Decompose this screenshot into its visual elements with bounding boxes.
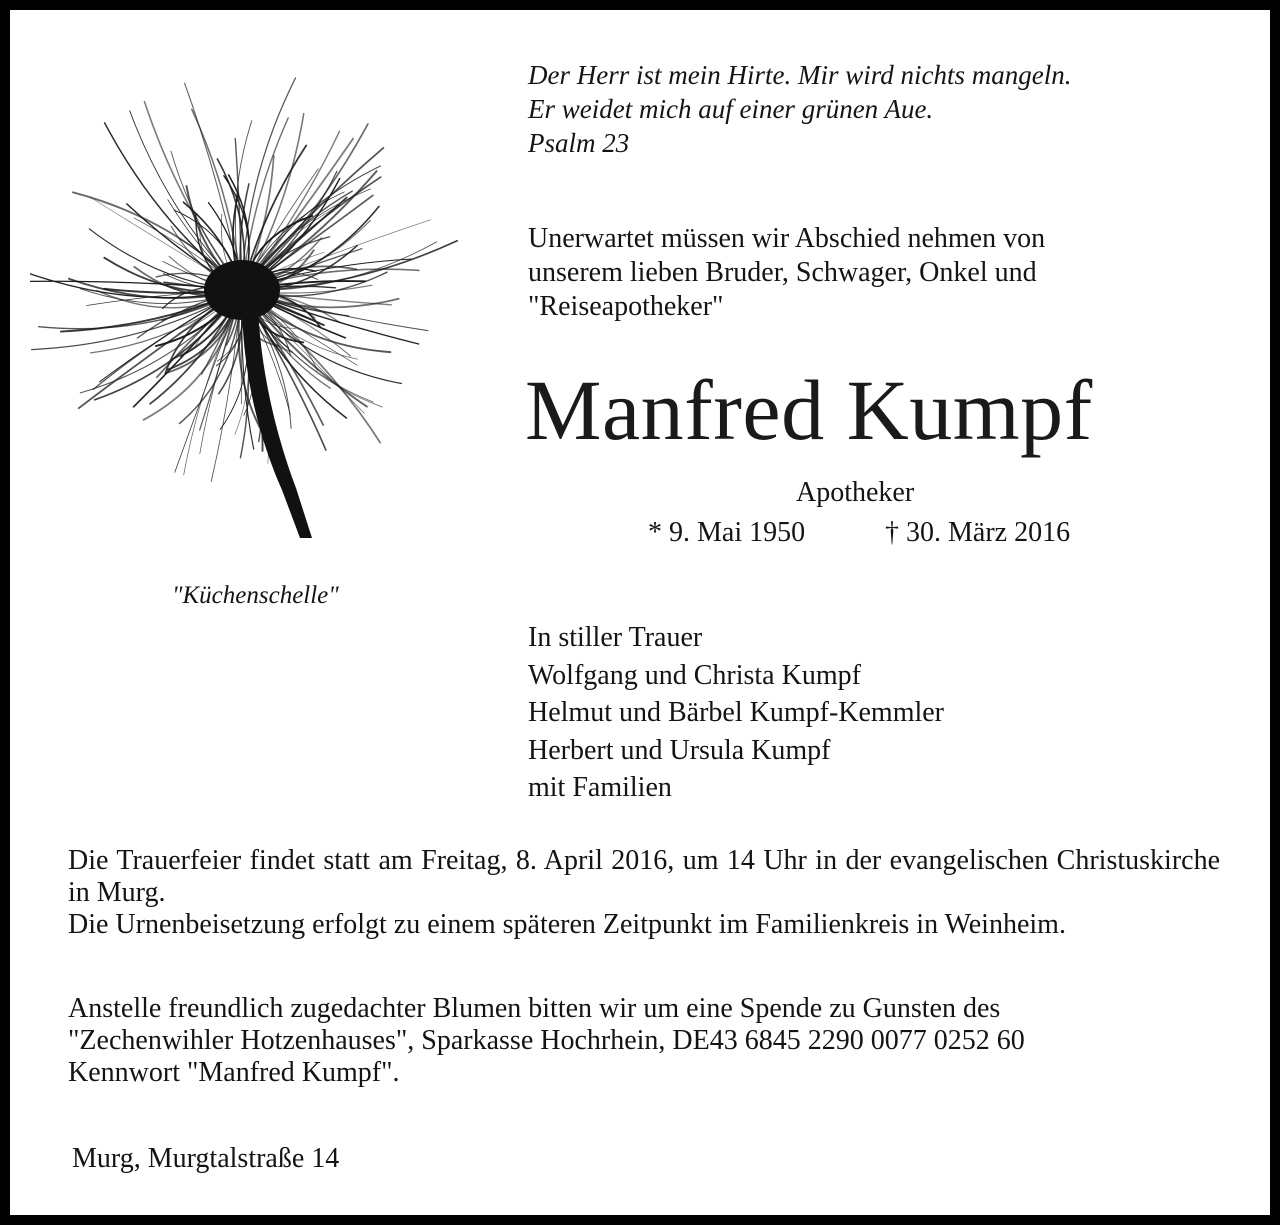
seedhead-strand (145, 102, 243, 290)
intro-line-1: Unerwartet müssen wir Abschied nehmen von (528, 223, 1046, 254)
donation-info (68, 993, 1220, 1089)
mourner-entry: mit Familien (528, 772, 672, 803)
mourners-heading: In stiller Trauer (528, 622, 703, 653)
psalm-line-1: Der Herr ist mein Hirte. Mir wird nichts mangeln. (528, 60, 1072, 90)
pasque-flower-seedhead-icon (30, 60, 460, 550)
funeral-service-text: Die Trauerfeier findet statt am Freitag, 8. April 2016, um 14 Uhr in der evangelischen Christuskirche in Murg. (68, 845, 1220, 908)
mourner-entry: Herbert und Ursula Kumpf (528, 734, 831, 766)
urn-burial-text: Die Urnenbeisetzung erfolgt zu einem späteren Zeitpunkt im Familienkreis in Weinheim. (68, 909, 1066, 940)
donation-line-1: Anstelle freundlich zugedachter Blumen bitten wir um eine Spende zu Gunsten des (68, 993, 1001, 1024)
mourner-entry: Wolfgang und Christa Kumpf (528, 659, 861, 691)
donation-line-2: "Zechenwihler Hotzenhauses", Sparkasse Hochrhein, DE43 6845 2290 0077 0252 60 (68, 1025, 1025, 1056)
intro-line-2: unserem lieben Bruder, Schwager, Onkel und (528, 257, 1037, 288)
psalm-reference: Psalm 23 (528, 128, 630, 158)
psalm-quote (528, 58, 1071, 160)
funeral-info (68, 845, 1220, 941)
birth-date: * 9. Mai 1950 (648, 517, 806, 548)
deceased-profession: Apotheker (796, 477, 915, 508)
obituary-notice (10, 10, 1270, 1215)
mourner-entry: Helmut und Bärbel Kumpf-Kemmler (528, 697, 945, 728)
family-address: Murg, Murgtalstraße 14 (72, 1143, 340, 1174)
image-caption: "Küchenschelle" (172, 582, 339, 609)
intro-line-3: "Reiseapotheker" (528, 291, 724, 322)
mourners-list (528, 619, 944, 807)
deceased-name: Manfred Kumpf (525, 362, 1093, 458)
farewell-intro (528, 222, 1045, 324)
donation-line-3: Kennwort "Manfred Kumpf". (68, 1057, 400, 1088)
psalm-line-2: Er weidet mich auf einer grünen Aue. (528, 94, 934, 124)
death-date: † 30. März 2016 (885, 517, 1071, 548)
